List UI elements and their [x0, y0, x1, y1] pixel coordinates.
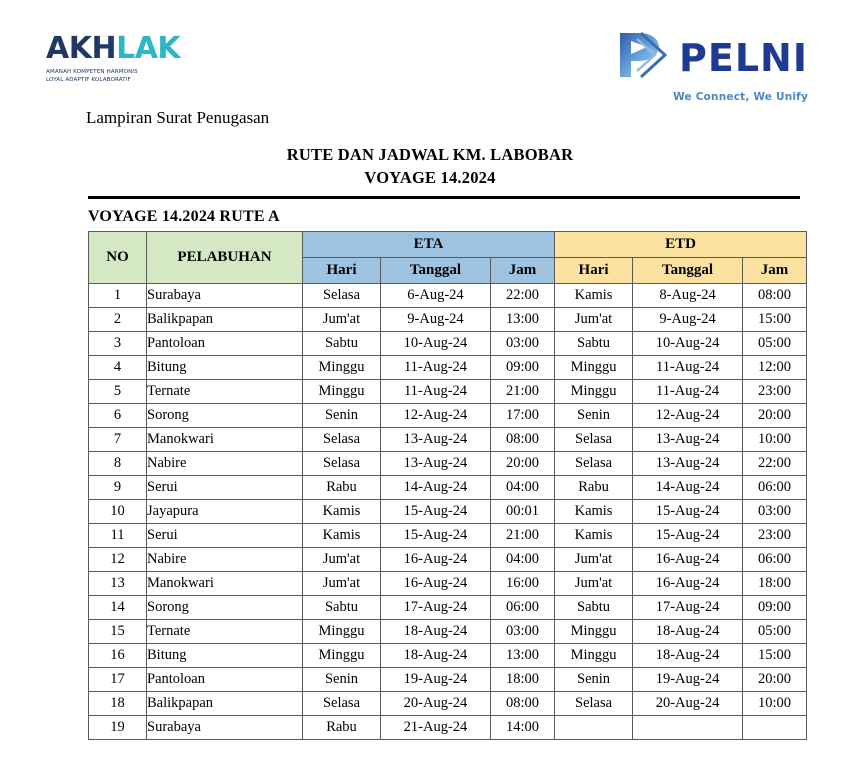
cell-no: 9 — [89, 476, 147, 500]
cell-eta-jam: 04:00 — [491, 548, 555, 572]
title-divider — [88, 196, 800, 199]
cell-no: 14 — [89, 596, 147, 620]
cell-eta-tanggal: 15-Aug-24 — [381, 500, 491, 524]
cell-eta-jam: 20:00 — [491, 452, 555, 476]
page-title-line2: VOYAGE 14.2024 — [364, 168, 496, 188]
table-row — [89, 476, 807, 500]
akhlak-tagline-line1: AMANAH KOMPETEN HARMONIS — [46, 69, 138, 75]
cell-etd-jam: 23:00 — [743, 524, 807, 548]
cell-etd-hari: Sabtu — [555, 596, 633, 620]
cell-eta-jam: 14:00 — [491, 716, 555, 740]
cell-pelabuhan: Nabire — [147, 452, 303, 476]
cell-eta-hari: Selasa — [303, 284, 381, 308]
cell-pelabuhan: Surabaya — [147, 716, 303, 740]
akhlak-tagline-line2: LOYAL ADAPTIF KOLABORATIF — [46, 77, 131, 84]
cell-eta-tanggal: 19-Aug-24 — [381, 668, 491, 692]
cell-eta-hari: Senin — [303, 404, 381, 428]
cell-etd-hari: Jum'at — [555, 308, 633, 332]
cell-no: 16 — [89, 644, 147, 668]
cell-etd-tanggal: 13-Aug-24 — [633, 428, 743, 452]
cell-etd-tanggal: 9-Aug-24 — [633, 308, 743, 332]
table-row — [89, 452, 807, 476]
cell-eta-hari: Selasa — [303, 428, 381, 452]
th-no: NO — [89, 232, 147, 284]
cell-etd-jam — [743, 716, 807, 740]
cell-etd-jam: 15:00 — [743, 644, 807, 668]
cell-etd-jam: 20:00 — [743, 668, 807, 692]
cell-pelabuhan: Ternate — [147, 620, 303, 644]
cell-no: 5 — [89, 380, 147, 404]
table-row — [89, 332, 807, 356]
pelni-logo — [617, 30, 808, 103]
cell-eta-jam: 16:00 — [491, 572, 555, 596]
th-eta-tanggal: Tanggal — [381, 258, 491, 284]
table-row — [89, 620, 807, 644]
akhlak-wordmark-part1: AKH — [46, 31, 117, 66]
cell-eta-hari: Rabu — [303, 716, 381, 740]
schedule-table — [88, 231, 807, 740]
cell-eta-hari: Kamis — [303, 500, 381, 524]
th-etd-jam: Jam — [743, 258, 807, 284]
cell-eta-jam: 18:00 — [491, 668, 555, 692]
cell-etd-hari: Minggu — [555, 644, 633, 668]
cell-eta-jam: 06:00 — [491, 596, 555, 620]
cell-pelabuhan: Surabaya — [147, 284, 303, 308]
table-row — [89, 284, 807, 308]
cell-pelabuhan: Pantoloan — [147, 332, 303, 356]
cell-etd-tanggal: 8-Aug-24 — [633, 284, 743, 308]
th-eta-hari: Hari — [303, 258, 381, 284]
cell-pelabuhan: Serui — [147, 524, 303, 548]
cell-etd-tanggal: 15-Aug-24 — [633, 500, 743, 524]
cell-etd-jam: 09:00 — [743, 596, 807, 620]
cell-eta-jam: 04:00 — [491, 476, 555, 500]
cell-etd-hari: Kamis — [555, 524, 633, 548]
cell-pelabuhan: Balikpapan — [147, 308, 303, 332]
cell-no: 8 — [89, 452, 147, 476]
cell-eta-jam: 13:00 — [491, 644, 555, 668]
cell-eta-jam: 08:00 — [491, 428, 555, 452]
cell-eta-hari: Minggu — [303, 620, 381, 644]
cell-no: 1 — [89, 284, 147, 308]
cell-pelabuhan: Sorong — [147, 404, 303, 428]
table-row — [89, 500, 807, 524]
cell-etd-hari: Selasa — [555, 452, 633, 476]
cell-etd-hari — [555, 716, 633, 740]
cell-no: 4 — [89, 356, 147, 380]
cell-eta-jam: 08:00 — [491, 692, 555, 716]
cell-eta-tanggal: 13-Aug-24 — [381, 452, 491, 476]
cell-pelabuhan: Balikpapan — [147, 692, 303, 716]
cell-etd-hari: Senin — [555, 404, 633, 428]
cell-eta-hari: Jum'at — [303, 548, 381, 572]
cell-no: 2 — [89, 308, 147, 332]
table-row — [89, 572, 807, 596]
cell-eta-tanggal: 15-Aug-24 — [381, 524, 491, 548]
cell-etd-jam: 12:00 — [743, 356, 807, 380]
cell-etd-tanggal: 15-Aug-24 — [633, 524, 743, 548]
cell-etd-tanggal: 16-Aug-24 — [633, 572, 743, 596]
cell-no: 3 — [89, 332, 147, 356]
table-row — [89, 356, 807, 380]
cell-eta-hari: Selasa — [303, 692, 381, 716]
cell-etd-hari: Senin — [555, 668, 633, 692]
cell-pelabuhan: Serui — [147, 476, 303, 500]
pelni-tagline: We Connect, We Unify — [673, 91, 808, 103]
play-chevron-icon — [617, 30, 671, 85]
cell-eta-jam: 21:00 — [491, 524, 555, 548]
cell-eta-hari: Minggu — [303, 356, 381, 380]
cell-pelabuhan: Manokwari — [147, 428, 303, 452]
cell-eta-tanggal: 21-Aug-24 — [381, 716, 491, 740]
cell-pelabuhan: Bitung — [147, 356, 303, 380]
th-pelabuhan: PELABUHAN — [147, 232, 303, 284]
cell-pelabuhan: Sorong — [147, 596, 303, 620]
cell-eta-tanggal: 13-Aug-24 — [381, 428, 491, 452]
cell-no: 10 — [89, 500, 147, 524]
section-subtitle: VOYAGE 14.2024 RUTE A — [88, 208, 280, 225]
akhlak-wordmark-part2: LAK — [116, 31, 181, 66]
page-title-line1: RUTE DAN JADWAL KM. LABOBAR — [286, 145, 574, 164]
cell-etd-jam: 06:00 — [743, 476, 807, 500]
cell-etd-hari: Kamis — [555, 284, 633, 308]
cell-etd-hari: Jum'at — [555, 572, 633, 596]
cell-etd-tanggal: 18-Aug-24 — [633, 644, 743, 668]
cell-eta-jam: 21:00 — [491, 380, 555, 404]
cell-etd-hari: Minggu — [555, 356, 633, 380]
cell-etd-tanggal: 11-Aug-24 — [633, 356, 743, 380]
table-row — [89, 716, 807, 740]
cell-etd-jam: 05:00 — [743, 620, 807, 644]
cell-etd-hari: Minggu — [555, 620, 633, 644]
cell-eta-hari: Minggu — [303, 380, 381, 404]
cell-etd-jam: 22:00 — [743, 452, 807, 476]
akhlak-wordmark — [46, 31, 246, 66]
cell-etd-tanggal: 16-Aug-24 — [633, 548, 743, 572]
cell-eta-tanggal: 18-Aug-24 — [381, 644, 491, 668]
table-row — [89, 644, 807, 668]
table-header-row-1 — [89, 232, 807, 258]
cell-etd-jam: 08:00 — [743, 284, 807, 308]
cell-eta-jam: 17:00 — [491, 404, 555, 428]
cell-eta-jam: 03:00 — [491, 620, 555, 644]
table-row — [89, 596, 807, 620]
cell-no: 11 — [89, 524, 147, 548]
cell-etd-hari: Kamis — [555, 500, 633, 524]
cell-eta-tanggal: 20-Aug-24 — [381, 692, 491, 716]
table-row — [89, 692, 807, 716]
cell-eta-hari: Senin — [303, 668, 381, 692]
cell-no: 7 — [89, 428, 147, 452]
th-eta-group: ETA — [303, 232, 555, 258]
cell-eta-tanggal: 16-Aug-24 — [381, 572, 491, 596]
cell-eta-hari: Minggu — [303, 644, 381, 668]
cell-etd-hari: Sabtu — [555, 332, 633, 356]
table-row — [89, 428, 807, 452]
table-row — [89, 308, 807, 332]
cell-etd-hari: Minggu — [555, 380, 633, 404]
cell-eta-hari: Sabtu — [303, 596, 381, 620]
cell-pelabuhan: Ternate — [147, 380, 303, 404]
logo-header — [0, 0, 860, 106]
cell-no: 19 — [89, 716, 147, 740]
th-eta-jam: Jam — [491, 258, 555, 284]
cell-eta-tanggal: 12-Aug-24 — [381, 404, 491, 428]
cell-pelabuhan: Manokwari — [147, 572, 303, 596]
cell-etd-tanggal: 12-Aug-24 — [633, 404, 743, 428]
cell-eta-tanggal: 16-Aug-24 — [381, 548, 491, 572]
cell-etd-jam: 10:00 — [743, 692, 807, 716]
cell-eta-tanggal: 18-Aug-24 — [381, 620, 491, 644]
th-etd-group: ETD — [555, 232, 807, 258]
table-row — [89, 668, 807, 692]
cell-eta-jam: 03:00 — [491, 332, 555, 356]
table-row — [89, 524, 807, 548]
cell-etd-jam: 05:00 — [743, 332, 807, 356]
cell-no: 6 — [89, 404, 147, 428]
cell-etd-jam: 15:00 — [743, 308, 807, 332]
cell-eta-tanggal: 10-Aug-24 — [381, 332, 491, 356]
cell-eta-tanggal: 6-Aug-24 — [381, 284, 491, 308]
cell-no: 13 — [89, 572, 147, 596]
table-body — [89, 284, 807, 740]
cell-pelabuhan: Jayapura — [147, 500, 303, 524]
cell-pelabuhan: Bitung — [147, 644, 303, 668]
cell-pelabuhan: Nabire — [147, 548, 303, 572]
schedule-table-wrap — [88, 231, 798, 740]
cell-etd-jam: 20:00 — [743, 404, 807, 428]
cell-eta-tanggal: 14-Aug-24 — [381, 476, 491, 500]
cell-etd-jam: 18:00 — [743, 572, 807, 596]
cell-eta-hari: Kamis — [303, 524, 381, 548]
pelni-wordmark: PELNI — [679, 35, 808, 80]
akhlak-logo — [46, 31, 246, 85]
cell-etd-hari: Selasa — [555, 428, 633, 452]
cell-eta-hari: Rabu — [303, 476, 381, 500]
table-row — [89, 380, 807, 404]
cell-eta-hari: Jum'at — [303, 572, 381, 596]
cell-eta-tanggal: 9-Aug-24 — [381, 308, 491, 332]
cell-etd-tanggal: 17-Aug-24 — [633, 596, 743, 620]
lampiran-label: Lampiran Surat Penugasan — [86, 108, 270, 127]
cell-eta-jam: 09:00 — [491, 356, 555, 380]
cell-etd-tanggal: 19-Aug-24 — [633, 668, 743, 692]
cell-eta-tanggal: 17-Aug-24 — [381, 596, 491, 620]
cell-pelabuhan: Pantoloan — [147, 668, 303, 692]
cell-etd-jam: 23:00 — [743, 380, 807, 404]
cell-etd-tanggal — [633, 716, 743, 740]
table-row — [89, 548, 807, 572]
cell-etd-hari: Rabu — [555, 476, 633, 500]
cell-etd-jam: 10:00 — [743, 428, 807, 452]
table-row — [89, 404, 807, 428]
akhlak-tagline — [46, 68, 246, 85]
cell-eta-hari: Selasa — [303, 452, 381, 476]
cell-etd-hari: Selasa — [555, 692, 633, 716]
cell-eta-jam: 00:01 — [491, 500, 555, 524]
cell-eta-tanggal: 11-Aug-24 — [381, 380, 491, 404]
cell-eta-jam: 13:00 — [491, 308, 555, 332]
cell-no: 12 — [89, 548, 147, 572]
cell-no: 18 — [89, 692, 147, 716]
cell-eta-jam: 22:00 — [491, 284, 555, 308]
cell-etd-hari: Jum'at — [555, 548, 633, 572]
cell-no: 15 — [89, 620, 147, 644]
cell-etd-tanggal: 20-Aug-24 — [633, 692, 743, 716]
th-etd-hari: Hari — [555, 258, 633, 284]
cell-etd-tanggal: 10-Aug-24 — [633, 332, 743, 356]
page-title — [0, 143, 860, 190]
cell-etd-tanggal: 18-Aug-24 — [633, 620, 743, 644]
pelni-logo-top — [617, 30, 808, 85]
cell-etd-jam: 06:00 — [743, 548, 807, 572]
th-etd-tanggal: Tanggal — [633, 258, 743, 284]
table-head — [89, 232, 807, 284]
cell-etd-jam: 03:00 — [743, 500, 807, 524]
cell-eta-hari: Sabtu — [303, 332, 381, 356]
cell-eta-tanggal: 11-Aug-24 — [381, 356, 491, 380]
cell-eta-hari: Jum'at — [303, 308, 381, 332]
cell-no: 17 — [89, 668, 147, 692]
cell-etd-tanggal: 11-Aug-24 — [633, 380, 743, 404]
cell-etd-tanggal: 13-Aug-24 — [633, 452, 743, 476]
cell-etd-tanggal: 14-Aug-24 — [633, 476, 743, 500]
